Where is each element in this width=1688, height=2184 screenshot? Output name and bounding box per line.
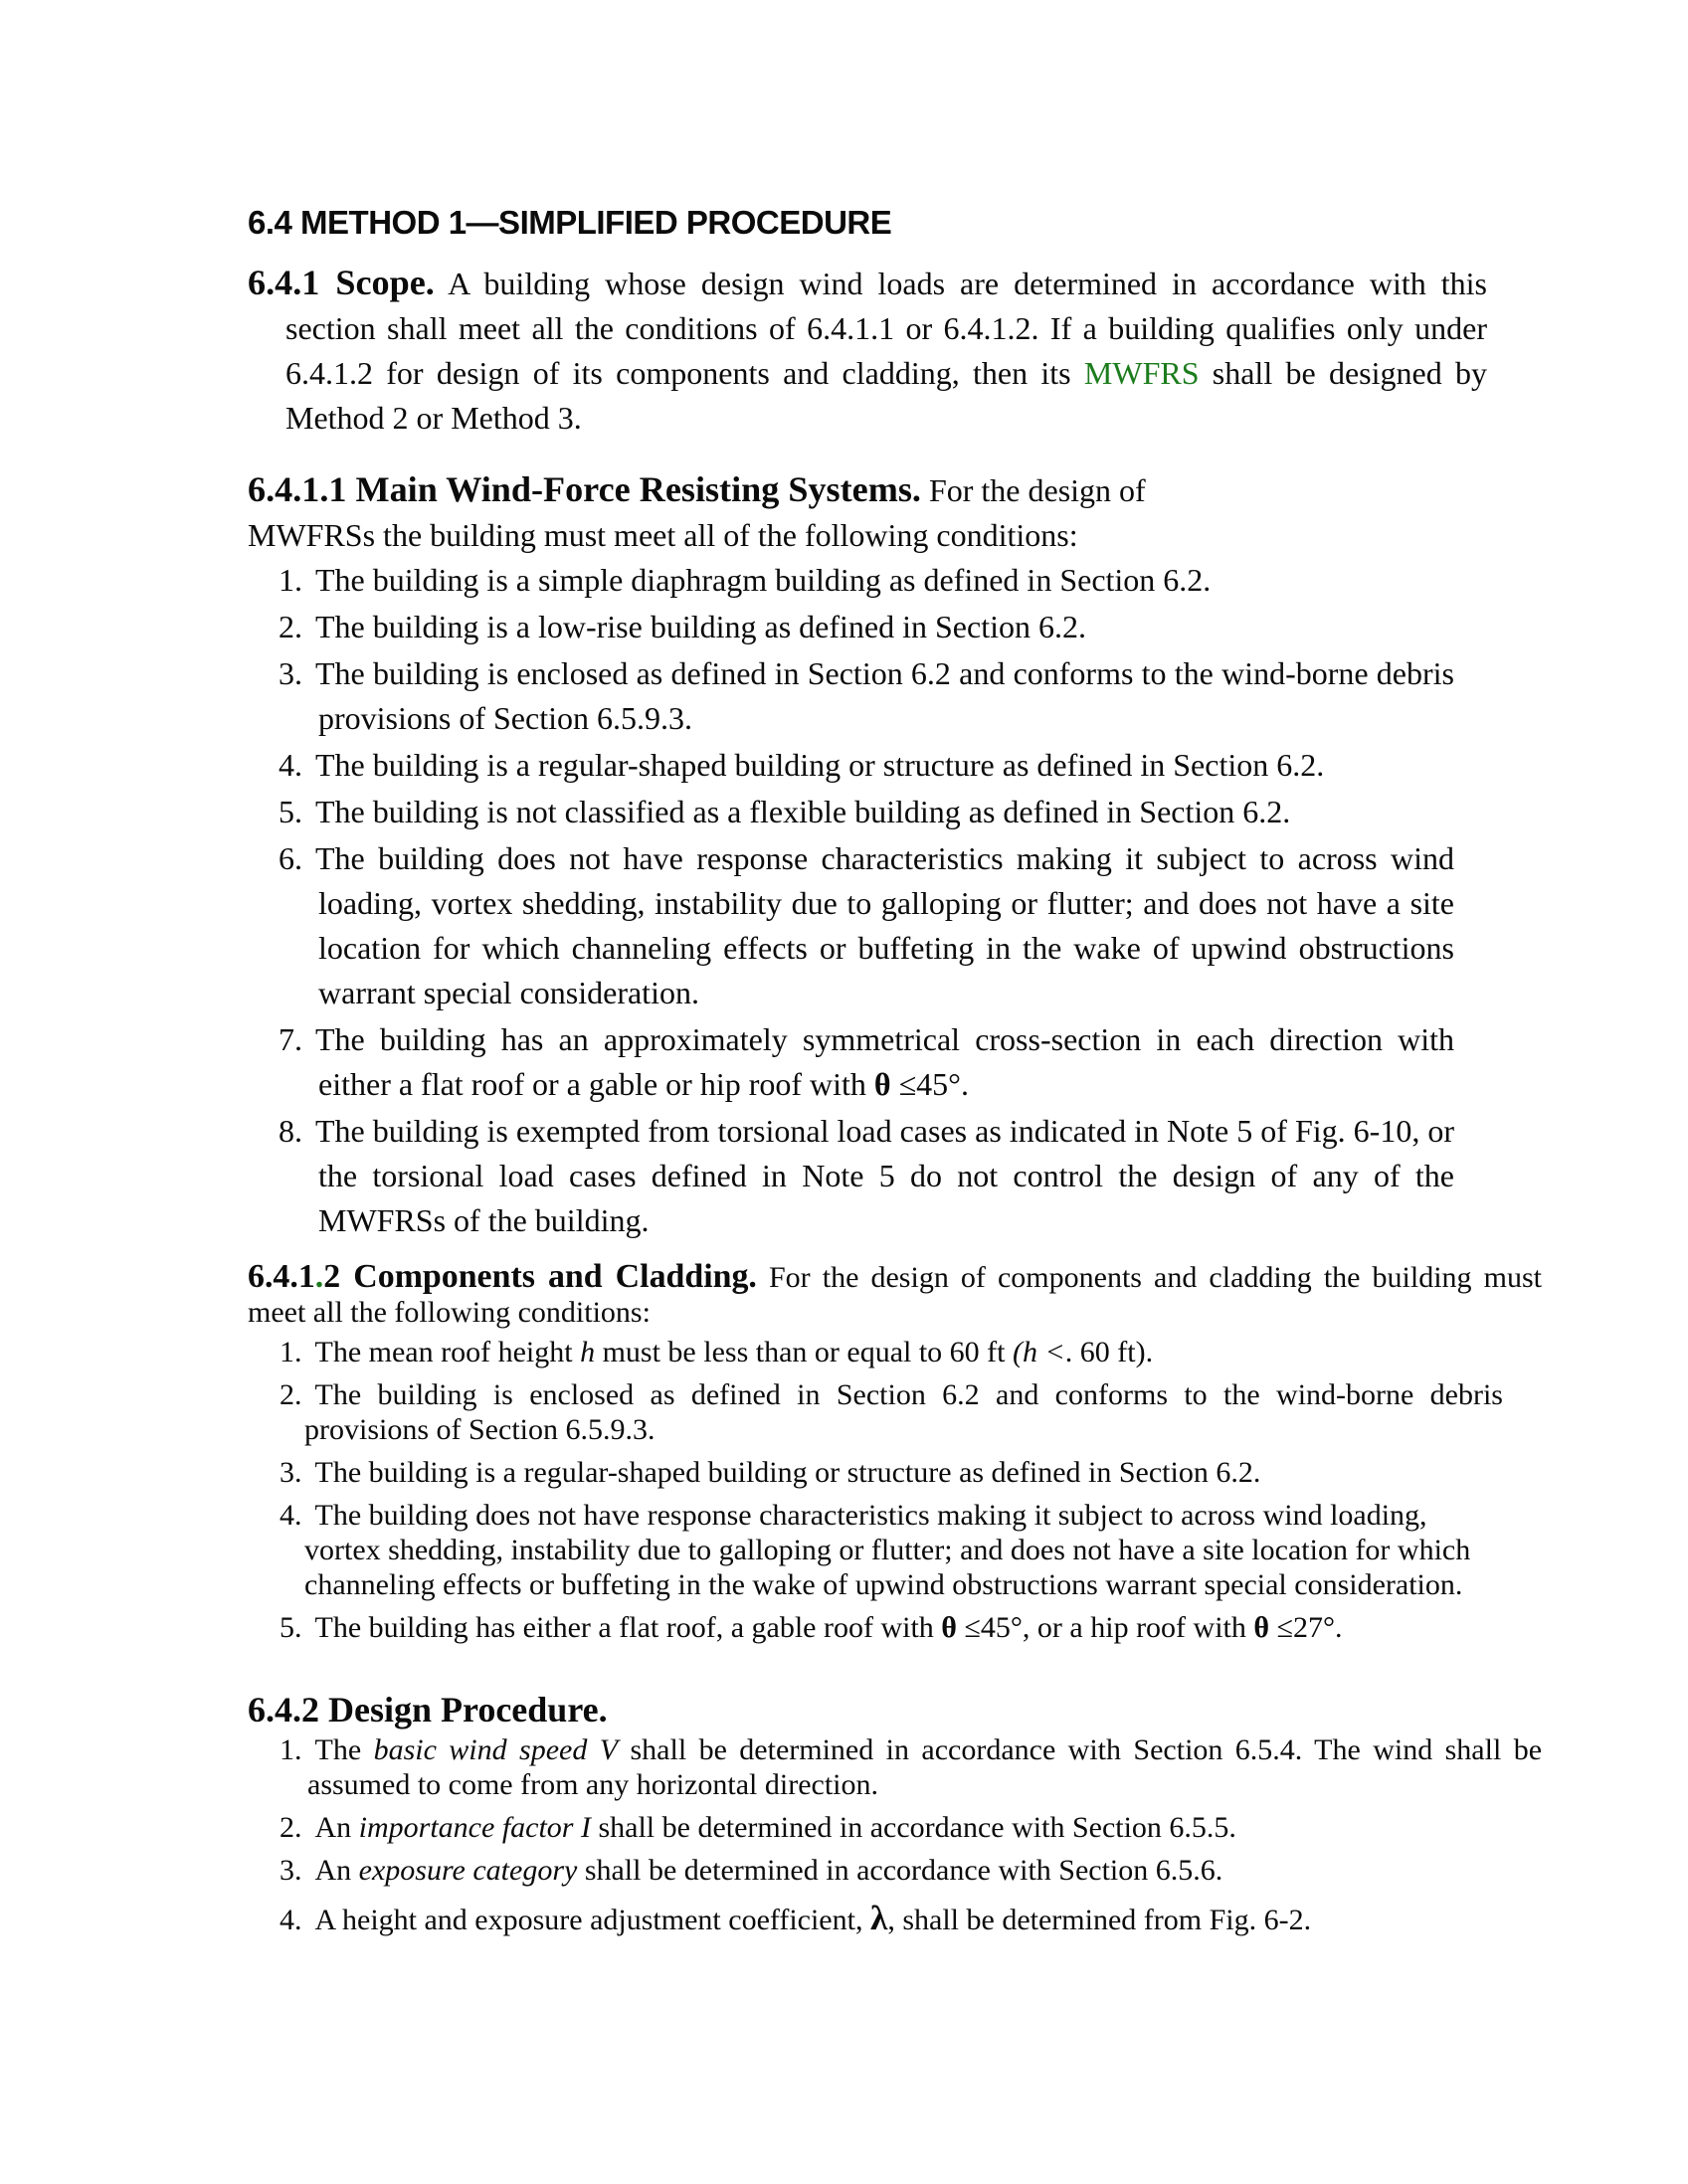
text-run: An xyxy=(314,1811,359,1844)
item-text xyxy=(315,1811,1236,1844)
text-run: . 60 ft). xyxy=(1064,1336,1154,1368)
item-number: 2. xyxy=(279,609,302,644)
item-number: 2. xyxy=(280,1378,302,1411)
text-run: shall be determined in accordance with Section 6.5.5. xyxy=(590,1811,1236,1844)
item-text xyxy=(315,840,1454,1010)
text-run: For the design of xyxy=(920,472,1146,508)
item-text xyxy=(315,794,1290,829)
list-item xyxy=(248,1898,1542,1937)
text-run: , shall be determined from Fig. 6-2. xyxy=(887,1904,1312,1936)
section-6412-paragraph xyxy=(248,1259,1542,1330)
item-text xyxy=(315,655,1454,736)
text-run: 6.4.1 xyxy=(248,1258,315,1295)
item-text xyxy=(315,609,1086,644)
item-text xyxy=(315,1113,1454,1238)
list-item xyxy=(248,1810,1542,1845)
text-run: θ xyxy=(941,1611,957,1644)
text-run: The building is enclosed as defined in Section 6.2 and conforms to the wind-borne debris provisions of Section 6.5.9.3. xyxy=(315,655,1454,736)
item-text xyxy=(315,1021,1454,1102)
item-number: 2. xyxy=(280,1811,302,1844)
text-run: 6.4.1.1 Main Wind-Force Resisting Systems. xyxy=(248,469,921,509)
item-text xyxy=(315,1611,1343,1644)
text-run: must be less than or equal to 60 ft xyxy=(595,1336,1014,1368)
text-run: An xyxy=(314,1854,359,1887)
text-run: The building is a regular-shaped building or structure as defined in Section 6.2. xyxy=(315,747,1325,783)
text-run: shall be determined in accordance with Section 6.5.4. The wind shall be assumed to come from any horizontal direction. xyxy=(307,1733,1543,1801)
item-number: 1. xyxy=(280,1733,302,1766)
mwfrs-conditions-list xyxy=(248,558,1454,1243)
text-run: The building does not have response characteristics making it subject to across wind loading, vortex shedding, instability due to galloping or flutter; and does not have a site location for which channeling effects or buffeting in the wake of upwind obstructions warrant special consideration. xyxy=(315,840,1454,1010)
item-number: 3. xyxy=(279,655,302,691)
text-run: basic wind speed V xyxy=(373,1733,619,1766)
text-run: shall be designed by Method 2 or Method 3. xyxy=(285,355,1488,436)
page-title: 6.4 METHOD 1—SIMPLIFIED PROCEDURE xyxy=(248,204,892,241)
text-run: θ xyxy=(873,1066,891,1102)
item-text xyxy=(304,1499,1470,1601)
item-number: 5. xyxy=(279,794,302,829)
item-text xyxy=(315,747,1324,783)
list-item xyxy=(248,1017,1454,1107)
list-item xyxy=(248,1455,1503,1490)
item-number: 4. xyxy=(280,1499,302,1532)
item-number: 3. xyxy=(280,1854,302,1887)
item-text xyxy=(315,1456,1261,1489)
text-run: The building has either a flat roof, a gable roof with xyxy=(314,1611,942,1644)
list-item xyxy=(248,790,1454,834)
item-number: 5. xyxy=(280,1611,302,1644)
text-run: The building is a regular-shaped building or structure as defined in Section 6.2. xyxy=(314,1456,1261,1489)
text-run: The mean roof height xyxy=(314,1336,581,1368)
text-run: The building is a low-rise building as defined in Section 6.2. xyxy=(315,609,1086,644)
text-run: λ xyxy=(869,1898,888,1937)
item-text xyxy=(315,1336,1154,1368)
section-6411-intro-line: MWFRSs the building must meet all of the following conditions: xyxy=(248,517,1078,553)
list-item xyxy=(248,1335,1503,1369)
list-item xyxy=(248,1853,1542,1888)
text-run: For the design of components and cladding the building must meet all the following conditions: xyxy=(248,1261,1542,1329)
text-run: . xyxy=(314,1258,324,1295)
text-run: The building is not classified as a flexible building as defined in Section 6.2. xyxy=(315,794,1291,829)
section-6411-heading-line xyxy=(248,467,1454,513)
item-text xyxy=(314,1898,1312,1937)
text-run: The building is exempted from torsional load cases as indicated in Note 5 of Fig. 6-10, or the torsional load cases defined in Note 5 do not control the design of any of the MWFRSs of the building. xyxy=(315,1113,1454,1238)
design-procedure-list xyxy=(248,1732,1542,1937)
list-item xyxy=(248,605,1454,649)
item-number: 1. xyxy=(280,1336,302,1368)
list-item xyxy=(248,1377,1503,1447)
text-run: exposure category xyxy=(358,1854,578,1887)
text-run: The building has an approximately symmetrical cross-section in each direction with either a flat roof or a gable or hip roof with xyxy=(315,1021,1454,1102)
list-item xyxy=(248,558,1454,603)
list-item xyxy=(248,1732,1542,1802)
section-642-heading: 6.4.2 Design Procedure. xyxy=(248,1690,608,1729)
section-6411 xyxy=(248,467,1454,558)
text-run: 6.4.1 Scope. xyxy=(248,263,435,302)
text-run: The building does not have response characteristics making it subject to across wind loading, vortex shedding, instability due to galloping or flutter; and does not have a site location for which channeling effects or buffeting in the wake of upwind obstructions warrant special consideration. xyxy=(304,1499,1471,1601)
text-run: The xyxy=(314,1733,374,1766)
text-run: The building is a simple diaphragm building as defined in Section 6.2. xyxy=(315,562,1212,598)
item-number: 6. xyxy=(279,840,302,876)
item-text xyxy=(307,1733,1542,1801)
text-run: 2 Components and Cladding. xyxy=(323,1258,757,1295)
text-run: MWFRS xyxy=(1083,355,1200,391)
list-item xyxy=(248,651,1454,741)
scope-paragraph xyxy=(248,261,1487,441)
text-run: ≤45°, or a hip roof with xyxy=(956,1611,1254,1644)
text-run: A building whose design wind loads are determined in accordance with this section shall meet all the conditions of 6.4.1.1 or 6.4.1.2. If a building qualifies only under 6.4.1.2 for design of its components and cladding, then its xyxy=(285,266,1488,391)
item-number: 1. xyxy=(279,562,302,598)
list-item xyxy=(248,1109,1454,1243)
item-text xyxy=(315,1854,1223,1887)
text-run: ≤45°. xyxy=(890,1066,969,1102)
item-number: 3. xyxy=(280,1456,302,1489)
text-run: h xyxy=(580,1336,596,1368)
list-item xyxy=(248,836,1454,1015)
text-run: θ xyxy=(1253,1611,1270,1644)
item-text xyxy=(304,1378,1503,1446)
text-run: shall be determined in accordance with Section 6.5.6. xyxy=(577,1854,1223,1887)
text-run: ≤27°. xyxy=(1269,1611,1343,1644)
list-item xyxy=(248,1610,1503,1645)
text-run: importance factor I xyxy=(358,1811,591,1844)
list-item xyxy=(248,1498,1503,1602)
item-text xyxy=(315,562,1211,598)
text-run: The building is enclosed as defined in Section 6.2 and conforms to the wind-borne debris provisions of Section 6.5.9.3. xyxy=(304,1378,1503,1446)
text-run: A height and exposure adjustment coefficient, xyxy=(314,1904,870,1936)
item-number: 8. xyxy=(279,1113,302,1149)
text-run: (h < xyxy=(1013,1336,1065,1368)
cc-conditions-list xyxy=(248,1335,1503,1645)
item-number: 4. xyxy=(280,1904,302,1936)
list-item xyxy=(248,743,1454,788)
item-number: 7. xyxy=(279,1021,302,1057)
item-number: 4. xyxy=(279,747,302,783)
